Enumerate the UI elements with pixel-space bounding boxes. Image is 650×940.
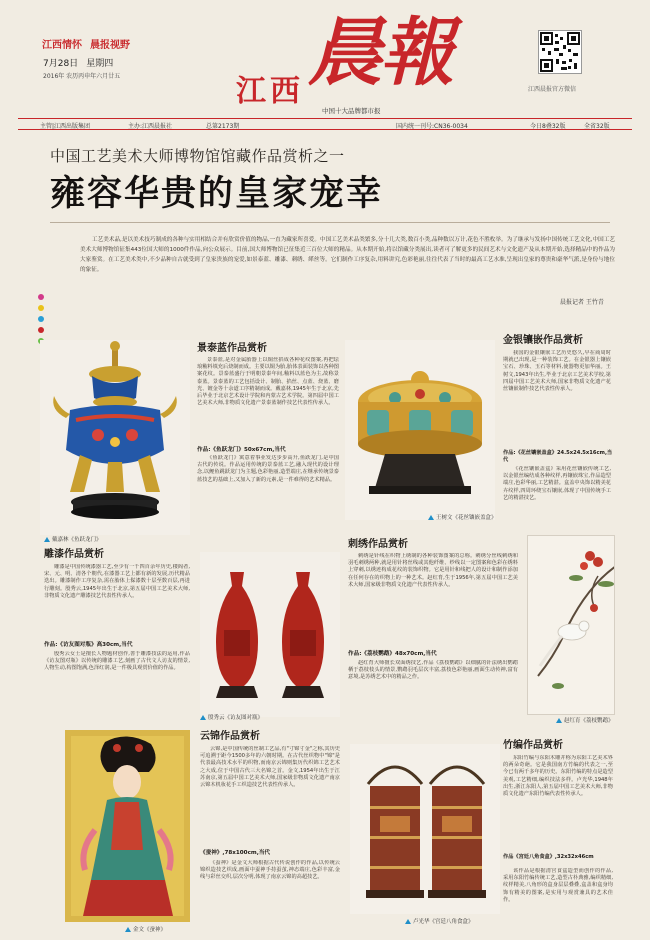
cloisonne-censer-image xyxy=(40,340,190,535)
caption-6-text: 卢光华《宫廷八角食盒》 xyxy=(413,919,474,925)
caption-2 xyxy=(428,513,497,521)
slogan-right: 晨报视野 xyxy=(90,40,130,51)
dot-4 xyxy=(38,327,44,333)
info-bar xyxy=(18,118,632,130)
info-issue: 总第2173期 xyxy=(206,123,240,130)
caption-6 xyxy=(405,917,474,925)
kicker: 中国工艺美术大师博物馆馆藏作品赏析之一 xyxy=(50,147,345,165)
section-body-jingtai: 景泰蓝,是对金属胎器上以铜丝掐成各种花纹图案,再把珐琅釉料填充后烧制而成。主要以铜为胎,胎体表面装饰以各种图案花纹。景泰蓝盛行于明朝景泰年间,釉料以蓝色为主,故称景泰蓝。景泰蓝的工艺包括设计、制胎、掐丝、点蓝、烧蓝、磨光、镀金等十余道工序精制而成。戴嘉林,1945年生于北京,先后毕业于北京艺术设计学院和内蒙古艺术学院。第四届中国工艺美术大师,非物质文化遗产景泰蓝制作技艺代表性传承人。 xyxy=(197,357,339,407)
section-title-jingtai: 景泰蓝作品赏析 xyxy=(197,343,267,354)
brand-logo: 晨報 xyxy=(308,10,452,96)
info-pages: 今日8叠32版 xyxy=(530,123,566,130)
caption-arrow-icon xyxy=(125,927,131,932)
desc-cixiu: 赵红育大师擅长双面绣技艺,作品《荔枝鹦鹉》以细腻的针法绣出鹦鹉栖于荔枝枝头的情景,鹦鹉羽毛层次丰富,荔枝色彩艳丽,画面生动传神,富有意境,是苏绣艺术中的精品之作。 xyxy=(348,660,518,681)
caption-4-text: 赵红育《荔枝鹦鹉》 xyxy=(564,718,614,724)
year-line: 2016年 农历丙申年六月廿五 xyxy=(43,73,121,80)
masthead-date xyxy=(43,56,113,69)
desc-jingtai: 《鱼跃龙门》寓意着事业发达步步高升,鱼跃龙门,是中国古代的传说。作品运用传统的景泰蓝工艺,融入现代的设计理念,以鲤鱼跳跃龙门为主题,色彩艳丽,造型端庄,在继承传统景泰蓝技艺的基础上,又加入了新的元素,是一件难得的艺术精品。 xyxy=(197,455,339,483)
caption-arrow-icon xyxy=(556,718,562,723)
article-intro: 工艺美术品,是以美术技巧制成的各种与实用相结合并有欣赏价值的物品,一直为藏家所喜爱。中国工艺美术品类繁多,分十几大类,数百小类,品种数以万计,花色不胜枚举。为了继承与发扬中国传统工艺文化,中国工艺美术大师博物馆征集443位国大师的1000件作品,向公众展示。目前,国大师博物馆已征集近三百位大师的精品。从本期开始,将以馆藏分类展出,读者可了解更多的民间艺术与文化遗产及从本期开始,选择精品中的作品为大家鉴赏。在工艺美术类中,不少品种自古就受到了皇家贵族的宠爱,如景泰蓝、雕漆、刺绣、缂丝等。它们制作工序复杂,用料讲究,色彩艳丽,往往代表了当时的最高工艺水准,呈现出皇家的尊贵和豪华气派,是身份与地位的象征。 xyxy=(80,237,615,273)
caption-3 xyxy=(200,713,263,721)
caption-2-text: 王树文《花丝镶嵌盖盒》 xyxy=(436,515,497,521)
headline: 雍容华贵的皇家宠幸 xyxy=(50,174,384,214)
section-body-cixiu: 刺绣是针线在织物上绣制的各种装饰图案的总称。刺绣分丝线刺绣和羽毛刺绣两种,就是用针将丝线或其他纤维、纱线以一定图案和色彩在绣料上穿刺,以绣迹构成花纹的装饰织物。它是用针和线把人的设计和制作添加在任何存在的织物上的一种艺术。赵红育,生于1956年,第五届中国工艺美术大师,国家级非物质文化遗产代表性传承人。 xyxy=(348,553,518,588)
section-title-yunjin: 云锦作品赏析 xyxy=(200,731,260,742)
dot-2 xyxy=(38,305,44,311)
info-host: 主办:江西晨报社 xyxy=(128,123,173,130)
work-jinyin: 作品:《花丝镶嵌盖盒》24.5x24.5x16cm,当代 xyxy=(503,450,613,463)
caption-arrow-icon xyxy=(428,515,434,520)
slogan-left: 江西情怀 xyxy=(42,40,82,51)
section-title-jinyin: 金银镶嵌作品赏析 xyxy=(503,335,583,346)
desc-zhubian: 该作品是根据清宫食盒造型而创作的作品,采用东阳竹编传统工艺,造型古朴典雅,编织精细,纹样精美,八角形的盒身层层叠叠,盒盖和盒身均饰有精美的图案,是实用与观赏兼具的艺术佳作。 xyxy=(503,868,613,903)
masthead xyxy=(0,0,650,118)
work-zhubian: 作品《宫廷八角食盒》,32x32x46cm xyxy=(503,854,594,860)
caption-arrow-icon xyxy=(44,537,50,542)
work-jingtai: 作品:《鱼跃龙门》50x67cm,当代 xyxy=(197,447,286,453)
dot-3 xyxy=(38,316,44,322)
section-body-zhubian: 东阳竹编与东阳木雕并称为东阳工艺美术界的两朵奇葩。它是我国南方竹编的代表之一,至今已有两千多年的历史。东阳竹编的特点是造型美观,工艺精细,编织技法多样。卢光华,1948年出生,浙江东阳人,第五届中国工艺美术大师,非物质文化遗产东阳竹编代表性传承人。 xyxy=(503,755,613,798)
caption-4 xyxy=(556,716,614,724)
bamboo-food-box-image xyxy=(350,744,500,914)
tagline: 中国十大品牌都市报 xyxy=(322,107,381,115)
dot-1 xyxy=(38,294,44,300)
masthead-slogan xyxy=(42,36,130,51)
section-title-zhubian: 竹编作品赏析 xyxy=(503,740,563,751)
headline-rule xyxy=(50,222,610,223)
section-body-yunjin: 云锦,是中国传统的丝制工艺品,有"寸锦寸金"之称,其历史可追溯于距今1500多年的六朝时期。在古代丝织物中"锦"是代表最高技术水平的织物,而南京云锦则集历代织锦工艺艺术之大成,位于中国古代三大名锦之首。金文,1954年出生于江苏南京,第五届中国工艺美术大师,国家级非物质文化遗产南京云锦木机妆花手工织造技艺代表性传承人。 xyxy=(200,746,340,789)
section-body-diaoqi: 雕漆是中国传统漆器工艺,至少有一千四百余年历史,楼阁者,宋、元、明、清各个朝代,在漆器工艺上都有新的发展,历代精品迭出。雕漆制作工序复杂,需在胎体上髹漆数十层至数百层,再进行雕刻。殷秀云,1945年出生于北京,第五届中国工艺美术大师,非物质文化遗产雕漆技艺代表性传承人。 xyxy=(44,564,190,599)
section-title-cixiu: 刺绣作品赏析 xyxy=(348,539,408,550)
brocade-silkworm-goddess-image xyxy=(65,730,190,922)
desc-diaoqi: 殷秀云女士是擅长人物题材创作,善于雕漆技法的运用,作品《访友图对瓶》以传统的雕漆工艺,刻画了古代文人访友的情景,人物生动,构图饱满,色泽红润,是一件极具观赏价值的作品。 xyxy=(44,651,190,672)
desc-yunjin: 《蚕神》是金文大师根据古代传说创作的作品,以传统云锦织造技艺织成,画面中蚕神手持蚕茧,神态端庄,色彩丰富,金线与彩丝交织,层次分明,体现了南京云锦的高超技艺。 xyxy=(200,860,340,881)
weekday: 星期四 xyxy=(86,59,114,69)
caption-5 xyxy=(125,925,166,933)
caption-1 xyxy=(44,535,102,543)
caption-5-text: 金文《蚕神》 xyxy=(133,927,167,933)
filigree-box-image xyxy=(345,340,495,520)
caption-3-text: 殷秀云《访友图对瓶》 xyxy=(208,715,264,721)
info-all-pages: 全省32版 xyxy=(584,123,610,130)
work-diaoqi: 作品:《访友图对瓶》高30cm,当代 xyxy=(44,642,133,648)
date: 7月28日 xyxy=(43,59,79,69)
caption-arrow-icon xyxy=(200,715,206,720)
desc-jinyin: 《花丝镶嵌盖盒》采用花丝镶嵌传统工艺,以金银丝编结成各种纹样,再镶嵌珠宝,作品造型端庄,色彩华丽,工艺精湛。盒盖中央饰以精美花卉纹样,四周环绕宝石镶嵌,体现了中国传统手工艺的精湛技艺。 xyxy=(503,466,611,501)
caption-arrow-icon xyxy=(405,919,411,924)
byline: 晨报记者 王竹青 xyxy=(560,299,604,306)
caption-1-text: 戴嘉林《鱼跃龙门》 xyxy=(52,537,102,543)
work-cixiu: 作品:《荔枝鹦鹉》48x70cm,当代 xyxy=(348,651,437,657)
brand-small: 江西 xyxy=(236,74,304,109)
qr-caption: 江西晨报官方微信 xyxy=(528,86,577,93)
work-yunjin: 《蚕神》,78x100cm,当代 xyxy=(200,850,271,856)
qr-code-icon xyxy=(538,30,582,74)
section-title-diaoqi: 雕漆作品赏析 xyxy=(44,549,104,560)
color-dots xyxy=(38,294,46,344)
embroidery-parrot-image xyxy=(527,535,615,715)
lacquer-vases-image xyxy=(200,552,340,717)
section-body-jinyin: 我国的金银镶嵌工艺历史悠久,早在商周时期就已出现,是一种装饰工艺。在金银器上镶嵌宝石、珍珠、玉石等材料,使器物更加华丽。王树文,1943年出生,毕业于北京工艺美术学校,第四届中国工艺美术大师,国家非物质文化遗产花丝镶嵌制作技艺代表性传承人。 xyxy=(503,350,611,393)
info-cn-number: 国内统一刊号:CN36-0034 xyxy=(396,123,468,130)
info-organizer: 主管|江西出版集团 xyxy=(40,123,91,130)
